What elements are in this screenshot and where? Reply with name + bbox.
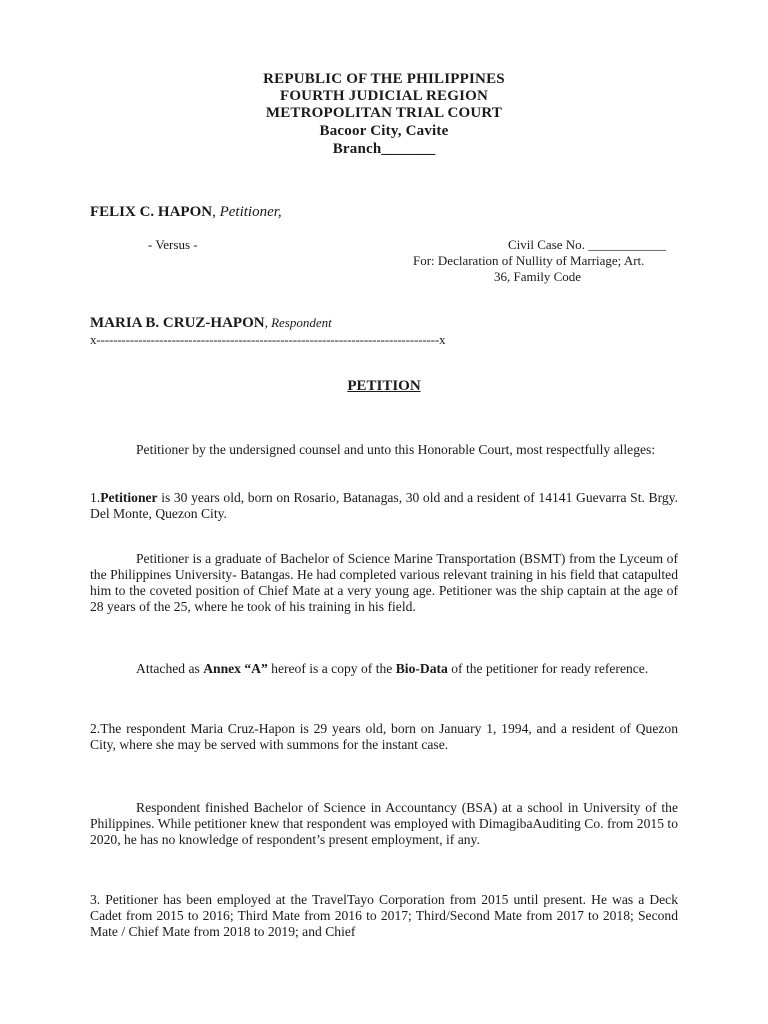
petitioner-caption [90,204,282,221]
versus-label: - Versus - [148,237,198,252]
annex-text-e: of the petitioner for ready reference. [447,661,649,676]
respondent-caption [90,315,332,332]
caption-separator: x----------------------------------------------------------------------------------x [90,332,446,347]
intro-paragraph: Petitioner by the undersigned counsel and unto this Honorable Court, most respectfully alleges: [136,442,656,457]
case-number: Civil Case No. ____________ [508,237,667,252]
petitioner-role: , Petitioner, [212,204,282,220]
paragraph-2-education: Respondent finished Bachelor of Science in Accountancy (BSA) at a school in University of the Philippines. While petitioner knew that respondent was employed with DimagibaAuditing Co. from 2015 to 2020, he has no knowledge of respondent’s present employment, if any. [90,800,678,847]
paragraph-number: 1. [90,490,101,505]
case-nature-line1: For: Declaration of Nullity of Marriage; Art. [413,253,645,268]
header-city: Bacoor City, Cavite [319,123,449,139]
header-region: FOURTH JUDICIAL REGION [279,88,489,104]
header-republic: REPUBLIC OF THE PHILIPPINES [263,71,505,87]
respondent-name: MARIA B. CRUZ-HAPON [90,315,265,331]
paragraph-1-education: Petitioner is a graduate of Bachelor of Science Marine Transportation (BSMT) from the Lyceum of the Philippines University- Batangas. He had completed various relevant training in his field that catapulted him to the coveted position of Chief Mate at a very young age. Petitioner was the ship captain at the age of 28 years of the 25, where he took of his training in his field. [90,551,678,614]
biodata-label: Bio-Data [395,661,448,676]
annex-text-c: hereof is a copy of the [267,661,396,676]
paragraph-1-text: is 30 years old, born on Rosario, Batanagas, 30 old and a resident of 14141 Guevarra St. Brgy. Del Monte, Quezon City. [90,490,678,521]
annex-paragraph [90,661,678,677]
header-court: METROPOLITAN TRIAL COURT [265,105,503,121]
annex-label: Annex “A” [203,661,268,676]
paragraph-3: 3. Petitioner has been employed at the TravelTayo Corporation from 2015 until present. He was a Deck Cadet from 2015 to 2016; Third Mate from 2016 to 2017; Third/Second Mate from 2017 to 2018; Second Mate / Chief Mate from 2018 to 2019; and Chief [90,892,678,939]
document-title: PETITION [347,378,421,394]
header-branch: Branch_______ [332,141,436,157]
petitioner-term: Petitioner [100,490,158,505]
case-nature-line2: 36, Family Code [494,269,582,284]
paragraph-1 [90,490,678,522]
annex-text-a: Attached as [136,661,204,676]
paragraph-2: 2.The respondent Maria Cruz-Hapon is 29 years old, born on January 1, 1994, and a resident of Quezon City, where she may be served with summons for the instant case. [90,721,678,752]
petitioner-name: FELIX C. HAPON [90,204,213,220]
respondent-role: , Respondent [264,315,332,330]
